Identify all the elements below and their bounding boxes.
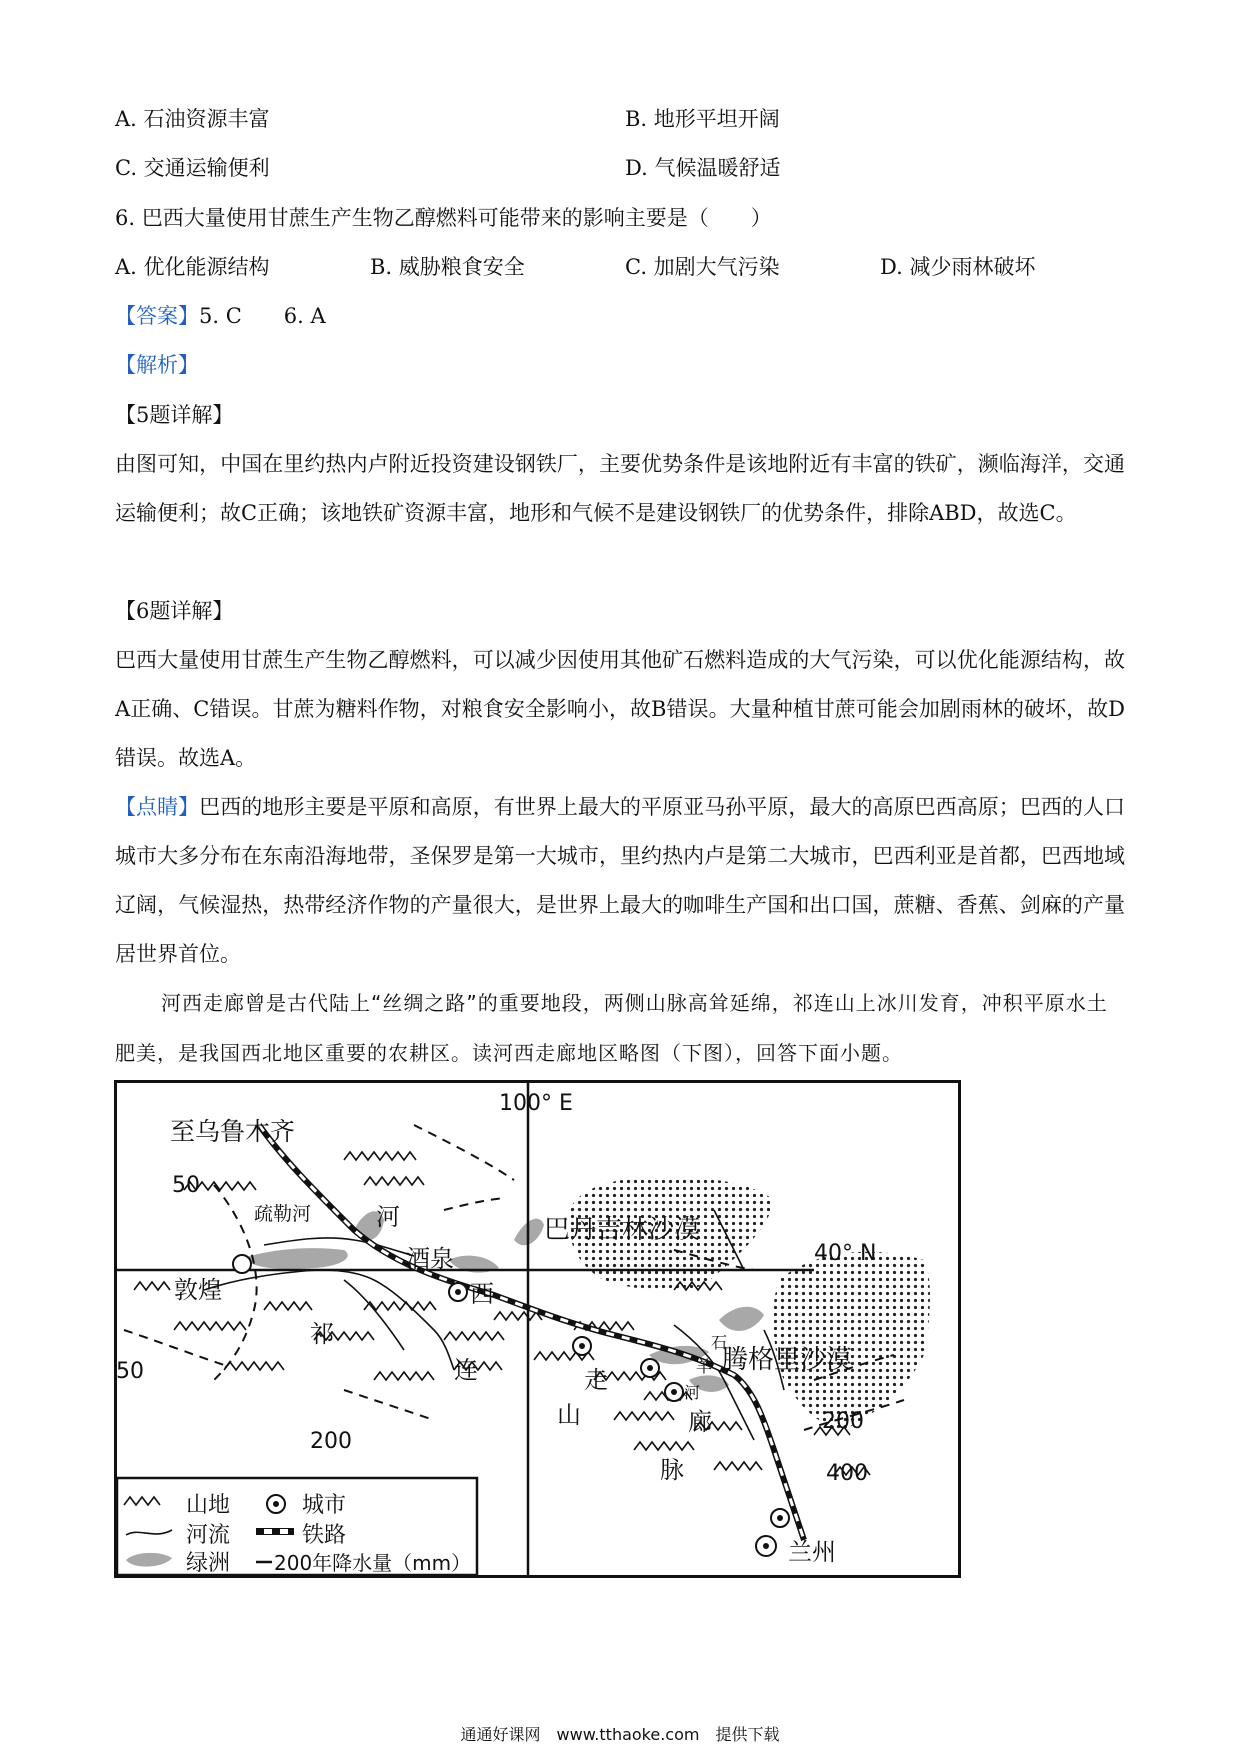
detail6-heading: 【6题详解】 (115, 599, 234, 623)
q5-option-c: C. 交通运输便利 (115, 156, 270, 180)
tengger-label: 腾格里沙漠 (722, 1345, 853, 1375)
q6-option-c: C. 加剧大气污染 (625, 255, 780, 279)
q6-option-a: A. 优化能源结构 (115, 255, 270, 279)
tip-paragraph (115, 783, 1125, 979)
legend-mountain: 山地 (186, 1493, 231, 1518)
shule-river-label: 疏勒河 (254, 1203, 312, 1225)
detail6-text: 巴西大量使用甘蔗生产生物乙醇燃料，可以减少因使用其他矿石燃料造成的大气污染，可以优化能源结构，故A正确、C错误。甘蔗为糖料作物，对粮食安全影响小，故B错误。大量种植甘蔗可能会加剧雨林的破坏，故D错误。故选A。 (115, 648, 1125, 770)
dunhuang-label: 敦煌 (174, 1276, 222, 1304)
detail5-heading: 【5题详解】 (115, 403, 234, 427)
hexi-corridor-map (114, 1080, 961, 1578)
lang-label: 廊 (688, 1408, 712, 1436)
analysis-label: 【解析】 (115, 353, 199, 377)
q5-option-d: D. 气候温暖舒适 (625, 156, 781, 180)
legend-city: 城市 (302, 1493, 347, 1518)
page-footer: 通通好课网 www.tthaoke.com 提供下载 (460, 1725, 780, 1744)
q5-option-b: B. 地形平坦开阔 (625, 107, 780, 131)
q6-option-b: B. 威胁粮食安全 (370, 255, 525, 279)
to-urumqi-label: 至乌鲁木齐 (170, 1117, 296, 1146)
tip-text: 巴西的地形主要是平原和高原，有世界上最大的平原亚马孙平原，最大的高原巴西高原；巴西的人口城市大多分布在东南沿海地带，圣保罗是第一大城市，里约热内卢是第二大城市，巴西利亚是首都，巴西地域辽阔，气候湿热，热带经济作物的产量很大，是世界上最大的咖啡生产国和出口国，蔗糖、香蕉、剑麻的产量居世界首位。 (115, 795, 1125, 966)
lat-label: 40° N (814, 1241, 877, 1266)
lon-label: 100° E (499, 1091, 573, 1116)
legend-isohyet: 200年降水量（mm） (274, 1551, 472, 1575)
lian-label: 连 (454, 1356, 478, 1384)
isohyet-value-3: 200 (310, 1429, 352, 1454)
detail5-text: 由图可知，中国在里约热内卢附近投资建设钢铁厂，主要优势条件是该地附近有丰富的铁矿，濒临海洋，交通运输便利；故C正确；该地铁矿资源丰富，地形和气候不是建设钢铁厂的优势条件，排除ABD，故选C。 (115, 452, 1125, 525)
hexi-intro: 河西走廊曾是古代陆上“丝绸之路”的重要地段，两侧山脉高耸延绵，祁连山上冰川发育，冲积平原水土肥美，是我国西北地区重要的农耕区。读河西走廊地区略图（下图），回答下面小题。 (115, 991, 1108, 1065)
mai-label: 脉 (660, 1456, 684, 1484)
legend-railway-symbol (256, 1528, 294, 1535)
isohyet-value-1: 50 (172, 1173, 200, 1198)
he-label: 河 (376, 1203, 400, 1231)
map-legend (117, 1478, 477, 1576)
tip-label: 【点睛】 (115, 795, 200, 819)
xi-label: 西 (470, 1280, 494, 1308)
qi-label: 祁 (310, 1320, 334, 1348)
legend-railway: 铁路 (302, 1523, 347, 1548)
q5-option-a: A. 石油资源丰富 (115, 107, 270, 131)
shi-label: 石 (711, 1333, 728, 1352)
q6-option-d: D. 减少雨林破坏 (880, 255, 1036, 279)
q6-stem: 6. 巴西大量使用甘蔗生产生物乙醇燃料可能带来的影响主要是（ ） (115, 206, 772, 230)
answer-label: 【答案】 (115, 304, 199, 328)
shan-label: 山 (557, 1401, 581, 1429)
answer-value: 5. C 6. A (199, 304, 326, 328)
isohyet-value-5: 400 (826, 1461, 868, 1486)
isohyet-value-4: 200 (822, 1409, 864, 1434)
jiuquan-label: 酒泉 (406, 1245, 454, 1273)
lanzhou-label: 兰州 (788, 1538, 836, 1566)
he2-label: 河 (684, 1383, 701, 1402)
isohyet-value-2: 50 (116, 1359, 144, 1384)
yang-label: 羊 (696, 1357, 713, 1376)
answer-line (115, 301, 326, 331)
legend-river: 河流 (186, 1523, 231, 1548)
zou-label: 走 (584, 1366, 608, 1394)
badain-jaran-label: 巴丹吉林沙漠 (544, 1215, 701, 1245)
legend-oasis: 绿洲 (186, 1551, 231, 1576)
